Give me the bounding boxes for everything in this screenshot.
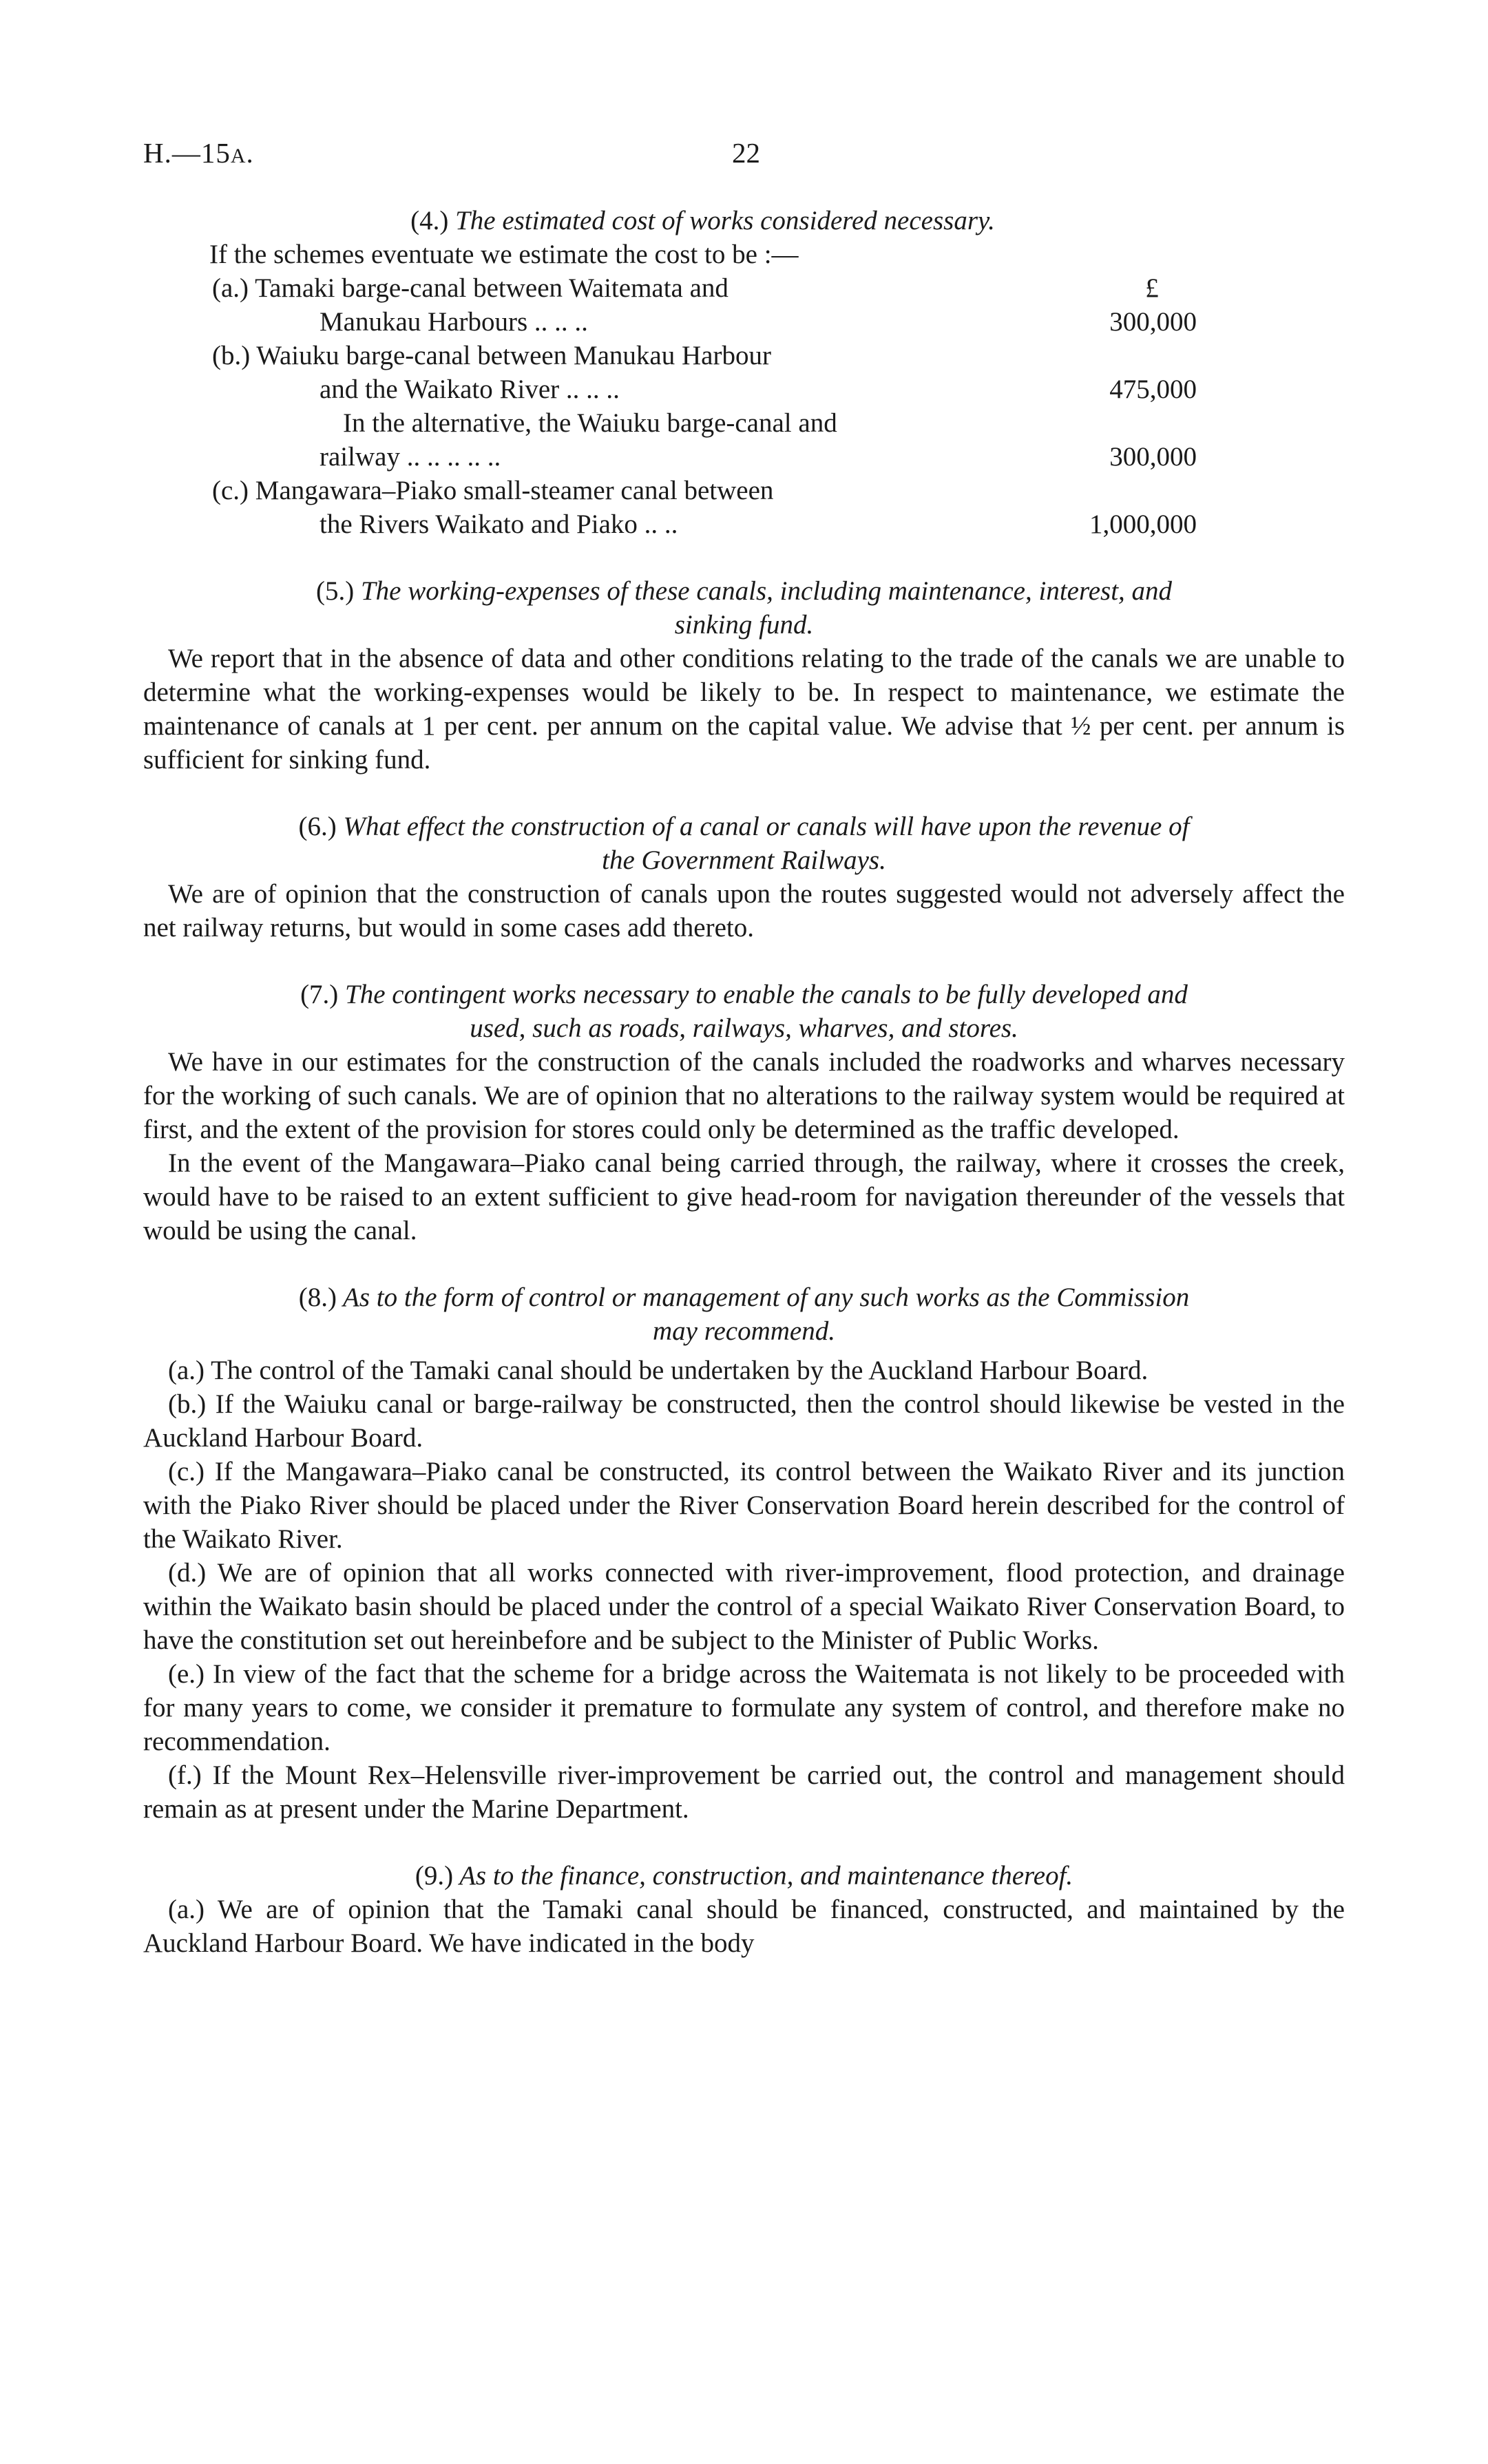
page-header — [143, 136, 1345, 171]
cost-estimate-table — [212, 271, 1279, 541]
cost-item-row — [212, 474, 1279, 507]
section-8-item: (c.) If the Mangawara–Piako canal be constructed, its control between the Waikato River and its junction with the Piako River should be placed under the River Conservation Board herein described for the control of the Waikato River. — [143, 1457, 1345, 1554]
currency-symbol: £ — [1145, 273, 1159, 303]
cost-item-continuation: the Rivers Waikato and Piako .. .. — [319, 509, 678, 539]
section-8-item: (e.) In view of the fact that the scheme for a bridge across the Waitemata is not likely to be proceeded with for many years to come, we consider it premature to formulate any system of control, and therefore make no recommendation. — [143, 1659, 1345, 1756]
section-7-heading-cont: used, such as roads, railways, wharves, and stores. — [470, 1013, 1018, 1043]
cost-item-row — [212, 339, 1279, 372]
section-6-heading: (6.) What effect the construction of a canal or canals will have upon the revenue of — [298, 812, 1190, 841]
section-4-heading: (4.) The estimated cost of works considered necessary. — [410, 206, 995, 235]
section-6-heading-cont: the Government Railways. — [602, 845, 886, 875]
cost-currency-row — [212, 271, 1279, 305]
fraction-half: ½ — [1071, 711, 1091, 741]
section-9-paragraph: (a.) We are of opinion that the Tamaki canal should be financed, constructed, and maintained by the Auckland Harbour Board. We have indicated in the body — [143, 1895, 1345, 1958]
section-7-paragraph: In the event of the Mangawara–Piako canal being carried through, the railway, where it crosses the creek, would have to be raised to an extent sufficient to give head-room for navigation thereunder of the vessels that would be using the canal. — [143, 1148, 1345, 1245]
cost-item-row — [212, 406, 1279, 440]
document-page — [143, 0, 1345, 2464]
document-body — [143, 204, 1345, 1960]
section-8-item: (a.) The control of the Tamaki canal should be undertaken by the Auckland Harbour Board. — [168, 1356, 1149, 1385]
section-8-item: (b.) If the Waiuku canal or barge-railway be constructed, then the control should likewise be vested in the Auckland Harbour Board. — [143, 1389, 1345, 1453]
section-6 — [143, 810, 1345, 945]
section-7-paragraph: We have in our estimates for the construction of the canals included the roadworks and wharves necessary for the working of such canals. We are of opinion that no alterations to the railway system would be required at first, and the extent of the provision for stores could only be determined as the traffic developed. — [143, 1047, 1345, 1144]
section-5-paragraph: We report that in the absence of data and other conditions relating to the trade of the canals we are unable to determine what the working-expenses would be likely to be. In respect to maintenance, we estimate the maintenance of canals at 1 per cent. per annum on the capital value. We advise that ½ per cent. per annum is sufficient for sinking fund. — [143, 644, 1345, 775]
cost-item-row — [212, 507, 1279, 541]
cost-item-amount: 1,000,000 — [1089, 509, 1197, 539]
cost-item-continuation: Manukau Harbours .. .. .. — [319, 307, 588, 337]
section-8-heading: (8.) As to the form of control or management of any such works as the Commission — [298, 1283, 1190, 1312]
cost-item-label: (a.) Tamaki barge-canal between Waitemata and — [212, 273, 729, 303]
section-8-item: (d.) We are of opinion that all works connected with river-improvement, flood protection, and drainage within the Waikato basin should be placed under the control of a special Waikato River Conservation Board, to have the constitution set out hereinbefore and be subject to the Minister of Public Works. — [143, 1558, 1345, 1655]
section-9 — [143, 1859, 1345, 1960]
section-8-heading-cont: may recommend. — [653, 1316, 835, 1346]
section-9-heading: (9.) As to the finance, construction, and maintenance thereof. — [415, 1861, 1073, 1891]
cost-item-label: (b.) Waiuku barge-canal between Manukau Harbour — [212, 341, 771, 370]
cost-item-amount: 300,000 — [1109, 442, 1197, 472]
section-4 — [143, 204, 1345, 541]
page-number: 22 — [732, 137, 760, 169]
section-5-heading: (5.) The working-expenses of these canals, including maintenance, interest, and — [315, 576, 1173, 606]
cost-item-amount: 475,000 — [1109, 375, 1197, 404]
document-reference: H.—15A. — [143, 137, 254, 169]
section-8 — [143, 1281, 1345, 1826]
section-6-paragraph: We are of opinion that the construction of canals upon the routes suggested would not adversely affect the net railway returns, but would in some cases add thereto. — [143, 879, 1345, 943]
section-5 — [143, 574, 1345, 777]
section-8-item: (f.) If the Mount Rex–Helensville river-improvement be carried out, the control and management should remain as at present under the Marine Department. — [143, 1760, 1345, 1824]
cost-item-amount: 300,000 — [1109, 307, 1197, 337]
cost-item-row — [212, 305, 1279, 339]
cost-item-continuation: railway .. .. .. .. .. — [319, 442, 501, 472]
section-4-intro: If the schemes eventuate we estimate the cost to be :— — [209, 240, 799, 269]
section-5-heading-cont: sinking fund. — [674, 610, 814, 640]
section-7 — [143, 978, 1345, 1247]
cost-item-row — [212, 372, 1279, 406]
cost-item-label: In the alternative, the Waiuku barge-canal and — [343, 408, 837, 438]
cost-item-label: (c.) Mangawara–Piako small-steamer canal between — [212, 476, 774, 505]
section-7-heading: (7.) The contingent works necessary to enable the canals to be fully developed and — [300, 980, 1188, 1009]
cost-item-continuation: and the Waikato River .. .. .. — [319, 375, 620, 404]
cost-item-row — [212, 440, 1279, 474]
